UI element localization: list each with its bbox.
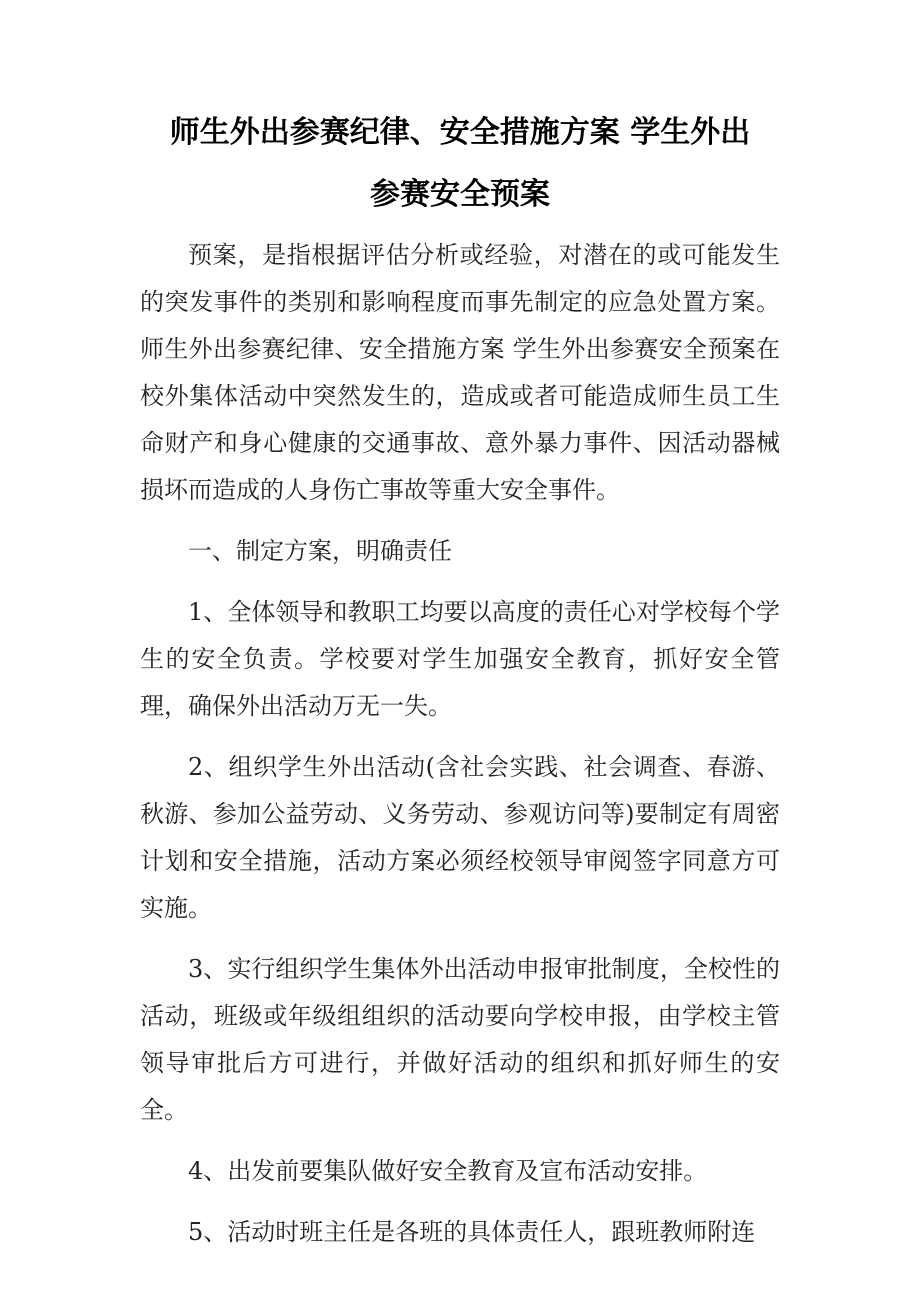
section-heading-1: 一、制定方案，明确责任: [188, 537, 452, 565]
paragraph-item-3: 3、实行组织学生集体外出活动申报审批制度，全校性的活动，班级或年级组组织的活动要向学校申报，由学校主管领导审批后方可进行，并做好活动的组织和抓好师生的安全。: [140, 955, 780, 1124]
paragraph-item-4: 4、出发前要集队做好安全教育及宣布活动安排。: [188, 1157, 708, 1185]
document-title-line-2: 参赛安全预案: [370, 177, 550, 212]
paragraph-item-5: 5、活动时班主任是各班的具体责任人，跟班教师附连: [188, 1218, 756, 1246]
paragraph-intro: 预案，是指根据评估分析或经验，对潜在的或可能发生的突发事件的类别和影响程度而事先制定的应急处置方案。师生外出参赛纪律、安全措施方案 学生外出参赛安全预案在校外集体活动中突然发生的，造成或者可能造成师生员工生命财产和身心健康的交通事故、意外暴力事件、因活动器械损坏而造成的人身伤亡事故等重大安全事件。: [140, 241, 780, 504]
document-body: [140, 232, 780, 1270]
paragraph-item-2: 2、组织学生外出活动(含社会实践、社会调查、春游、秋游、参加公益劳动、义务劳动、参观访问等)要制定有周密计划和安全措施，活动方案必须经校领导审阅签字同意方可实施。: [140, 753, 780, 922]
document-title-line-1: 师生外出参赛纪律、安全措施方案 学生外出: [169, 115, 751, 150]
paragraph-item-1: 1、全体领导和教职工均要以高度的责任心对学校每个学生的安全负责。学校要对学生加强安全教育，抓好安全管理，确保外出活动万无一失。: [140, 598, 780, 720]
